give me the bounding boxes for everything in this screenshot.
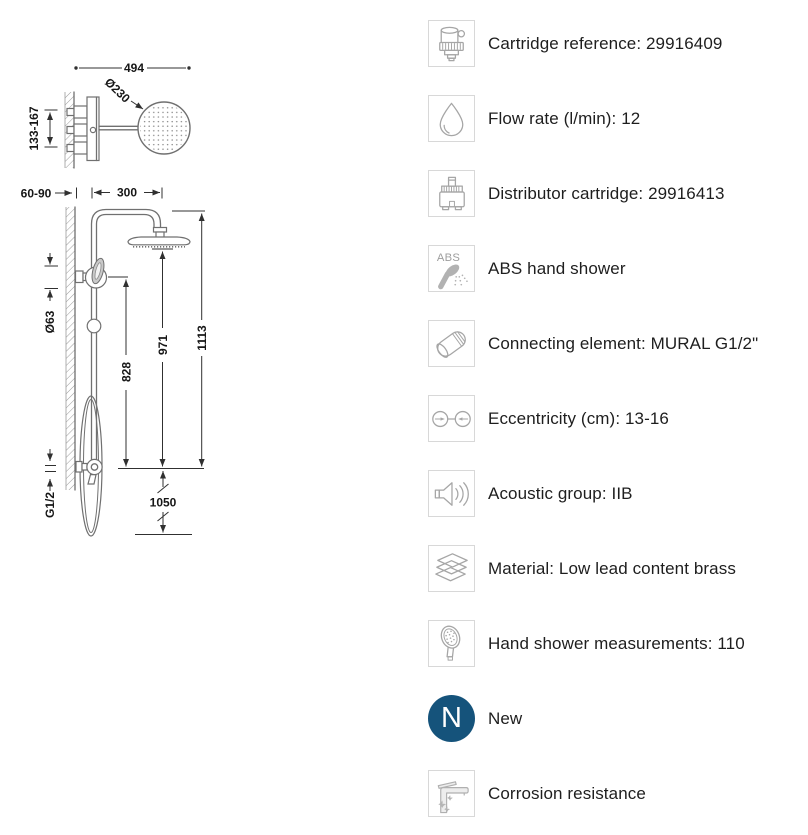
spec-row-material xyxy=(428,545,758,592)
valve-bracket xyxy=(76,271,84,283)
spec-row-new xyxy=(428,695,758,742)
cartridge-icon-box xyxy=(428,20,475,67)
spec-row-eccentricity xyxy=(428,395,758,442)
dim-height-top: 1113 xyxy=(195,325,209,351)
abs-icon-text: ABS xyxy=(436,251,461,264)
dim-head-diameter: Ø230 xyxy=(101,75,133,106)
spec-row-distributor xyxy=(428,170,758,217)
spec-row-corrosion xyxy=(428,770,758,817)
spec-label: ABS hand shower xyxy=(488,258,626,278)
handset-holder xyxy=(76,462,82,473)
technical-drawing xyxy=(0,0,230,560)
spec-label: Hand shower measurements: 110 xyxy=(488,633,745,653)
material-layers-icon-box xyxy=(428,545,475,592)
spec-row-flow-rate xyxy=(428,95,758,142)
spec-label: Distributor cartridge: 29916413 xyxy=(488,183,725,203)
spec-row-connecting-element xyxy=(428,320,758,367)
acoustic-group-icon-box xyxy=(428,470,475,517)
dim-height-handset: 828 xyxy=(119,361,134,383)
eccentricity-icon-box xyxy=(428,395,475,442)
spec-label: Eccentricity (cm): 13-16 xyxy=(488,408,669,428)
dim-top-width: 494 xyxy=(123,61,145,75)
new-badge xyxy=(428,695,475,742)
spec-row-abs xyxy=(428,245,758,292)
spec-label: Material: Low lead content brass xyxy=(488,558,736,578)
dim-height-head: 971 xyxy=(156,334,170,356)
spec-label: Connecting element: MURAL G1/2" xyxy=(488,333,759,353)
spec-list xyxy=(428,20,758,835)
abs-hand-shower-icon xyxy=(429,246,474,292)
slider-knob xyxy=(87,319,101,333)
cartridge-icon xyxy=(429,21,474,67)
material-layers-icon xyxy=(429,546,474,592)
abs-hand-shower-icon-box xyxy=(428,245,475,292)
distributor-cartridge-icon xyxy=(429,171,474,217)
spec-row-hand-shower xyxy=(428,620,758,667)
new-badge-letter: N xyxy=(441,702,462,734)
spec-label: Flow rate (l/min): 12 xyxy=(488,108,641,128)
hand-shower-icon-box xyxy=(428,620,475,667)
inlet-connectors xyxy=(67,106,87,154)
hand-shower-icon xyxy=(429,621,474,667)
dim-inlet-span: 133-167 xyxy=(27,106,41,151)
dim-wall-distance: 60-90 xyxy=(20,186,52,201)
dim-arm-projection: 300 xyxy=(116,185,138,200)
distributor-cartridge-icon-box xyxy=(428,170,475,217)
dim-trim-diameter: Ø63 xyxy=(43,310,57,334)
spec-row-acoustic xyxy=(428,470,758,517)
connecting-element-icon-box xyxy=(428,320,475,367)
connecting-element-icon xyxy=(429,321,474,367)
dim-thread: G1/2 xyxy=(43,491,57,519)
acoustic-group-icon xyxy=(429,471,474,517)
spec-label: Cartridge reference: 29916409 xyxy=(488,33,723,53)
water-drop-icon-box xyxy=(428,95,475,142)
eccentricity-icon xyxy=(429,396,474,442)
side-view xyxy=(21,186,209,537)
dim-install-height: 1050 xyxy=(149,495,177,510)
wall-hatch-side xyxy=(66,207,75,490)
shower-head-side xyxy=(128,237,190,245)
spec-label: Corrosion resistance xyxy=(488,783,646,803)
plan-view xyxy=(27,61,191,168)
spec-label: Acoustic group: IIB xyxy=(488,483,633,503)
water-drop-icon xyxy=(429,96,474,142)
faucet-corrosion-icon-box xyxy=(428,770,475,817)
faucet-corrosion-icon xyxy=(429,771,474,817)
spec-row-cartridge xyxy=(428,20,758,67)
spec-label: New xyxy=(488,708,523,728)
